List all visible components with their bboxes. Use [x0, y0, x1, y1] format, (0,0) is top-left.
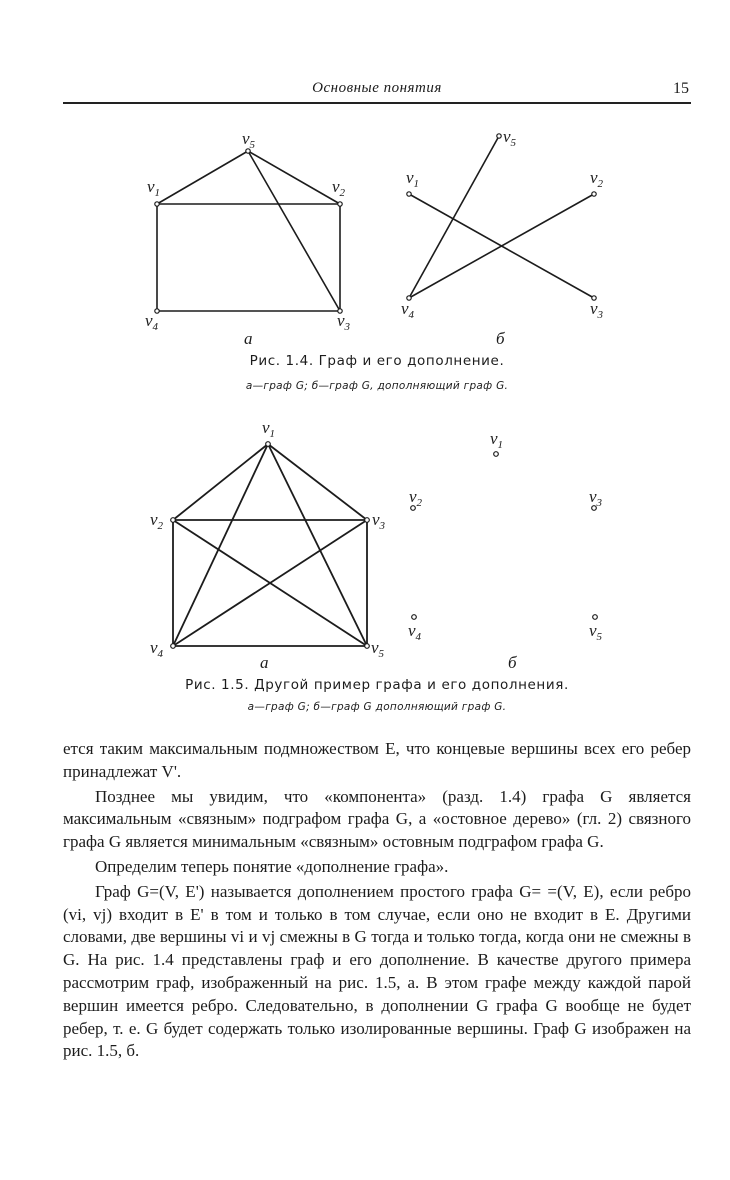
vertex-v2 [171, 518, 176, 523]
paragraph-4: Граф G=(V, E') называется дополнением простого графа G= =(V, E), если ребро (vi, vj) входит в E' в том и только в том случае, если оно не входит в E. Другими словами, две вершины vi и vj смежны в G тогда и только тогда, когда они не смежны в G. На рис. 1.4 представлены граф и его дополнение. В качестве другого примера рассмотрим граф, изображенный на рис. 1.5, а. В этом графе между каждой парой вершин имеется ребро. Следовательно, в дополнении G графа G вообще не будет ребер, т. е. G будет содержать только изолированные вершины. Граф G изображен на рис. 1.5, б. [63, 881, 691, 1061]
vertex-v1 [494, 452, 499, 457]
fig-1-4-panel-b-label: б [496, 329, 505, 348]
vertex-v4 [412, 615, 417, 620]
label-v2: $v_2$ [150, 510, 164, 532]
label-v3: $v_3$ [372, 510, 386, 532]
paragraph-3: Определим теперь понятие «дополнение графа». [95, 856, 449, 876]
vertex-v1 [155, 202, 159, 206]
label-v3: $v_3$ [337, 311, 351, 333]
label-v4: $v_4$ [408, 621, 422, 643]
edge-v5-v3 [248, 151, 340, 311]
vertex-v5 [365, 644, 370, 649]
edge-v1-v3 [268, 444, 367, 520]
vertex-v4 [171, 644, 176, 649]
edge-v5-v1 [157, 151, 248, 204]
label-v4: $v_4$ [150, 638, 164, 660]
label-v5: $v_5$ [371, 638, 385, 660]
vertex-v4 [155, 309, 159, 313]
label-v3: $v_3$ [589, 487, 603, 509]
fig-1-5b-graph [411, 452, 598, 620]
fig-1-4-subcaption: а—граф G; б—граф G, дополняющий граф G. [245, 380, 509, 392]
label-v1: $v_1$ [406, 168, 420, 190]
label-v4: $v_4$ [401, 299, 415, 321]
fig-1-5-panel-b-label: б [508, 653, 517, 672]
fig-1-5a-labels [150, 418, 386, 660]
vertex-v2 [592, 192, 596, 196]
edge-v1-v5 [268, 444, 367, 646]
vertex-v2 [411, 506, 416, 511]
label-v2: $v_2$ [409, 487, 423, 509]
edge-v5-v2 [248, 151, 340, 204]
edge-v5-v4 [409, 136, 499, 298]
label-v1: $v_1$ [147, 177, 161, 199]
page-number: 15 [673, 80, 689, 97]
vertex-v5 [593, 615, 598, 620]
fig-1-5-panel-a-label: а [260, 653, 269, 672]
vertex-v5 [497, 134, 501, 138]
fig-1-4a-graph [157, 151, 340, 311]
label-v2: $v_2$ [590, 168, 604, 190]
fig-1-4b-graph [409, 136, 594, 298]
fig-1-5-subcaption: а—граф G; б—граф G дополняющий граф G. [247, 701, 507, 713]
fig-1-4b-labels [401, 127, 604, 321]
label-v5: $v_5$ [589, 621, 603, 643]
vertex-v2 [338, 202, 342, 206]
fig-1-4-caption: Рис. 1.4. Граф и его дополнение. [249, 353, 505, 369]
fig-1-4-panel-a-label: а [244, 329, 253, 348]
label-v3: $v_3$ [590, 299, 604, 321]
fig-1-5a-graph [173, 444, 367, 646]
body-text [63, 738, 691, 1063]
label-v1: $v_1$ [490, 429, 504, 451]
fig-1-4a-labels [145, 129, 351, 333]
fig-1-5-caption: Рис. 1.5. Другой пример графа и его дополнения. [185, 677, 569, 693]
label-v5: $v_5$ [242, 129, 256, 151]
paragraph-1: ется таким максимальным подмножеством E, что концевые вершины всех его ребер принадлежат V'. [63, 739, 691, 781]
label-v5: $v_5$ [503, 127, 517, 149]
vertex-v3 [365, 518, 370, 523]
vertex-v1 [266, 442, 271, 447]
edge-v1-v2 [173, 444, 268, 520]
section-title: Основные понятия [312, 80, 442, 96]
label-v4: $v_4$ [145, 311, 159, 333]
fig-1-5b-labels [408, 429, 603, 643]
label-v1: $v_1$ [262, 418, 276, 440]
vertex-v1 [407, 192, 411, 196]
paragraph-2: Позднее мы увидим, что «компонента» (разд. 1.4) графа G является максимальным «связным» подграфом графа G, а «остовное дерево» (гл. 2) связного графа G является минимальным «связным» остовным подграфом графа G. [63, 786, 691, 852]
label-v2: $v_2$ [332, 177, 346, 199]
